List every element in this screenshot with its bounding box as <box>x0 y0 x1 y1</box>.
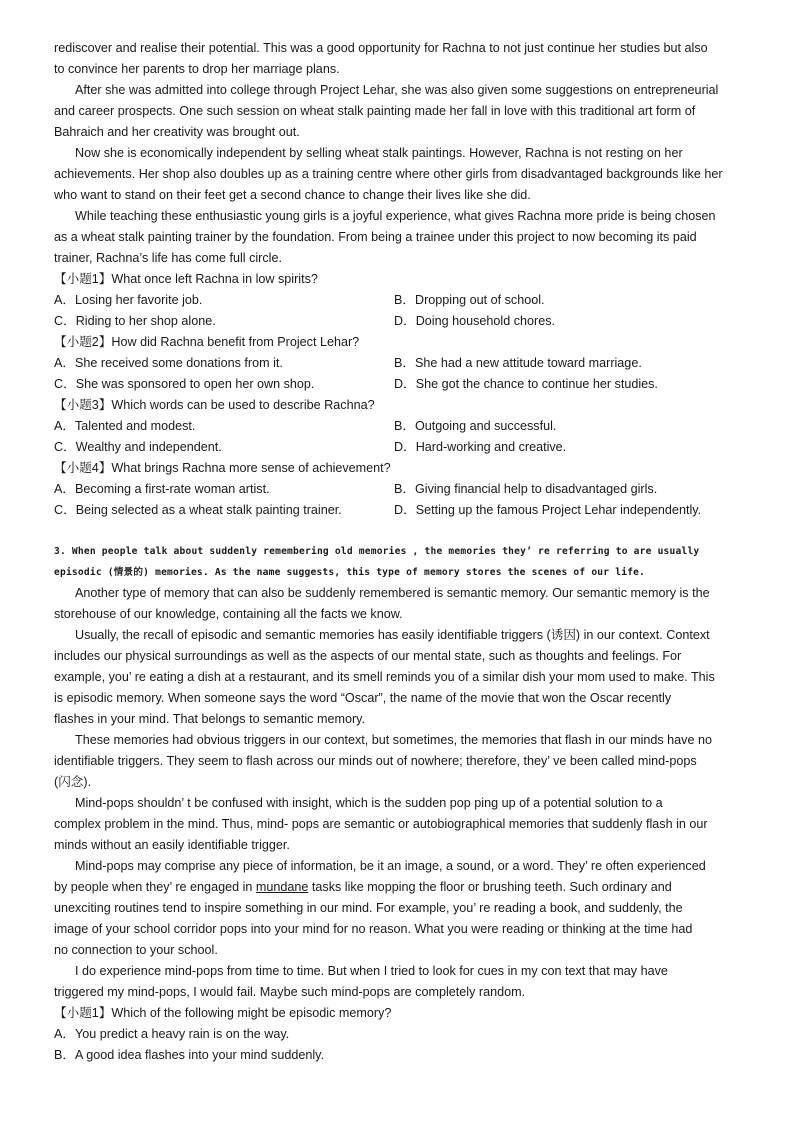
option-d: D．She got the chance to continue her studies. <box>394 377 658 391</box>
question-stem: 【小题1】Which of the following might be episodic memory? <box>54 1006 392 1020</box>
option-a: A．Becoming a first-rate woman artist. <box>54 482 270 496</box>
text-line: is episodic memory. When someone says the word “Oscar”, the name of the movie that won the Oscar recently <box>54 691 672 705</box>
question-stem: 【小题2】How did Rachna benefit from Project Lehar? <box>54 335 360 349</box>
option-a: A．Losing her favorite job. <box>54 293 203 307</box>
text-line: After she was admitted into college through Project Lehar, she was also given some suggestions on entrepreneurial <box>75 83 719 97</box>
option-d: D．Hard-working and creative. <box>394 440 567 454</box>
option-c: C．Riding to her shop alone. <box>54 314 216 328</box>
text-line: who want to stand on their feet get a second chance to change their lives like she did. <box>54 188 531 202</box>
underlined-word: mundane <box>255 880 309 894</box>
text-line: as a wheat stalk painting trainer by the foundation. From being a trainee under this project to now becoming its paid <box>54 230 697 244</box>
option-b: B．A good idea flashes into your mind suddenly. <box>54 1048 324 1062</box>
option-row <box>54 437 746 458</box>
text-line: Now she is economically independent by selling wheat stalk paintings. However, Rachna is not resting on her <box>75 146 683 160</box>
paragraph <box>54 856 746 961</box>
option-a: A．You predict a heavy rain is on the way. <box>54 1027 290 1041</box>
paragraph <box>54 625 746 730</box>
question-stem: 【小题3】Which words can be used to describe Rachna? <box>54 398 375 412</box>
paragraph <box>54 143 746 206</box>
option-row <box>54 416 746 437</box>
option-row <box>54 290 746 311</box>
text-line: flashes in your mind. That belongs to semantic memory. <box>54 712 366 726</box>
text-line: image of your school corridor pops into your mind for no reason. What you were reading or thinking at the time had <box>54 922 693 936</box>
question-2 <box>54 332 746 395</box>
option-a: A．Talented and modest. <box>54 419 196 433</box>
text-span: tasks like mopping the floor or brushing teeth. Such ordinary and <box>308 880 672 894</box>
text-line: Bahraich and her creativity was brought out. <box>54 125 300 139</box>
text-line: Another type of memory that can also be suddenly remembered is semantic memory. Our semantic memory is the <box>75 586 710 600</box>
option-row <box>54 374 746 395</box>
paragraph <box>54 793 746 856</box>
text-line: episodic (情景的) memories. As the name suggests, this type of memory stores the scenes of our life. <box>54 567 646 578</box>
option-row <box>54 311 746 332</box>
text-line: complex problem in the mind. Thus, mind- pops are semantic or autobiographical memories that suddenly flash in our <box>54 817 708 831</box>
text-line: I do experience mind-pops from time to time. But when I tried to look for cues in my con text that may have <box>75 964 668 978</box>
passage-2 <box>54 38 746 521</box>
option-d: D．Doing household chores. <box>394 314 556 328</box>
option-row <box>54 500 746 521</box>
text-line: minds without an easily identifiable trigger. <box>54 838 290 852</box>
text-line: rediscover and realise their potential. This was a good opportunity for Rachna to not just continue her studies but also <box>54 41 708 55</box>
text-line: trainer, Rachna’s life has come full circle. <box>54 251 282 265</box>
option-b: B．Outgoing and successful. <box>394 419 557 433</box>
text-line: example, you’ re eating a dish at a restaurant, and its smell reminds you of a similar dish your mom used to make. This <box>54 670 715 684</box>
text-line: Usually, the recall of episodic and semantic memories has easily identifiable triggers (诱因) in our context. Context <box>75 628 710 642</box>
text-line: identifiable triggers. They seem to flash across our minds out of nowhere; therefore, they’ ve been called mind-pops <box>54 754 697 768</box>
text-line: These memories had obvious triggers in our context, but sometimes, the memories that flash in our minds have no <box>75 733 712 747</box>
text-line: to convince her parents to drop her marriage plans. <box>54 62 340 76</box>
text-line: triggered my mind-pops, I would fail. Maybe such mind-pops are completely random. <box>54 985 526 999</box>
option-c: C．Being selected as a wheat stalk painting trainer. <box>54 503 342 517</box>
text-line: 3. When people talk about suddenly remembering old memories , the memories they’ re referring to are usually <box>54 546 700 557</box>
text-line <box>54 877 746 898</box>
option-d: D．Setting up the famous Project Lehar independently. <box>394 503 702 517</box>
text-span: by people when they’ re engaged in <box>54 880 256 894</box>
paragraph <box>54 730 746 793</box>
paragraph <box>54 38 746 80</box>
text-line: and career prospects. One such session on wheat stalk painting made her fall in love with this traditional art form of <box>54 104 696 118</box>
passage-intro <box>54 541 746 583</box>
text-line: Mind-pops shouldn’ t be confused with insight, which is the sudden pop ping up of a potential solution to a <box>75 796 663 810</box>
text-line: While teaching these enthusiastic young girls is a joyful experience, what gives Rachna more pride is being chosen <box>75 209 716 223</box>
question-stem: 【小题4】What brings Rachna more sense of achievement? <box>54 461 391 475</box>
option-b: B．Giving financial help to disadvantaged girls. <box>394 482 658 496</box>
question-3 <box>54 395 746 458</box>
text-line: unexciting routines tend to inspire something in our mind. For example, you’ re reading a book, and suddenly, the <box>54 901 683 915</box>
option-row <box>54 353 746 374</box>
option-c: C．Wealthy and independent. <box>54 440 222 454</box>
section-gap <box>54 521 746 541</box>
question-1 <box>54 269 746 332</box>
paragraph <box>54 961 746 1003</box>
document-page <box>54 38 746 1066</box>
question-1 <box>54 1003 746 1066</box>
paragraph <box>54 206 746 269</box>
question-4 <box>54 458 746 521</box>
text-line: includes our physical surroundings as well as the aspects of our mental state, such as thoughts and feelings. For <box>54 649 682 663</box>
passage-3 <box>54 541 746 1066</box>
option-b: B．She had a new attitude toward marriage. <box>394 356 642 370</box>
paragraph <box>54 583 746 625</box>
text-line: (闪念). <box>54 775 92 789</box>
paragraph <box>54 80 746 143</box>
question-stem: 【小题1】What once left Rachna in low spirits? <box>54 272 318 286</box>
text-line: no connection to your school. <box>54 943 218 957</box>
option-b: B．Dropping out of school. <box>394 293 545 307</box>
option-row <box>54 479 746 500</box>
option-a: A．She received some donations from it. <box>54 356 283 370</box>
text-line: achievements. Her shop also doubles up as a training centre where other girls from disadvantaged backgrounds like her <box>54 167 723 181</box>
text-line: storehouse of our knowledge, containing all the facts we know. <box>54 607 403 621</box>
option-c: C．She was sponsored to open her own shop. <box>54 377 315 391</box>
text-line: Mind-pops may comprise any piece of information, be it an image, a sound, or a word. They’ re often experienced <box>75 859 706 873</box>
